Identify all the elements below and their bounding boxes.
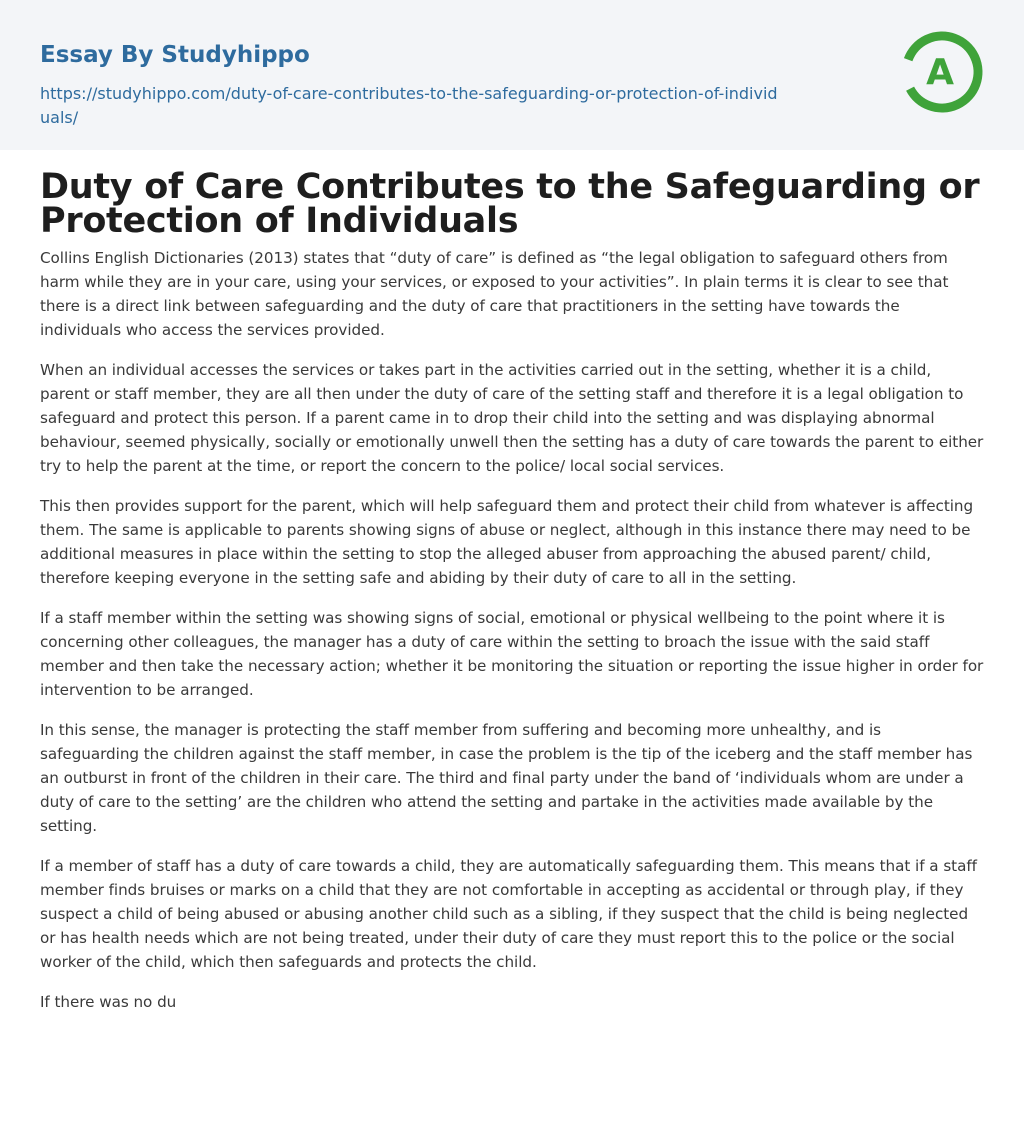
article-paragraph: When an individual accesses the services or takes part in the activities carried out in the setting, whether it is a child, parent or staff member, they are all then under the duty of care of the setting staff and therefore it is a legal obligation to safeguard and protect this person. If a parent came in to drop their child into the setting and was displaying abnormal behaviour, seemed physically, socially or emotionally unwell then the setting has a duty of care towards the parent to either try to help the parent at the time, or report the concern to the police/ local social services. bbox=[40, 361, 984, 475]
page-header bbox=[0, 0, 1024, 150]
logo-letter: A bbox=[926, 52, 954, 93]
article-paragraph: If a staff member within the setting was showing signs of social, emotional or physical wellbeing to the point where it is concerning other colleagues, the manager has a duty of care within the setting to broach the issue with the said staff member and then take the necessary action; whether it be monitoring the situation or reporting the issue higher in order for intervention to be arranged. bbox=[40, 609, 984, 699]
article-title: Duty of Care Contributes to the Safeguarding or Protection of Individuals bbox=[40, 167, 980, 241]
source-url-link[interactable]: https://studyhippo.com/duty-of-care-contributes-to-the-safeguarding-or-protection-of-individuals/ bbox=[40, 84, 778, 127]
brand-title[interactable]: Essay By Studyhippo bbox=[40, 42, 310, 68]
article-body bbox=[0, 150, 1024, 1014]
article-paragraph: Collins English Dictionaries (2013) states that “duty of care” is defined as “the legal obligation to safeguard others from harm while they are in your care, using your services, or exposed to your activities”. In plain terms it is clear to see that there is a direct link between safeguarding and the duty of care that practitioners in the setting have towards the individuals who access the services provided. bbox=[40, 249, 949, 339]
article-paragraph: This then provides support for the parent, which will help safeguard them and protect their child from whatever is affecting them. The same is applicable to parents showing signs of abuse or neglect, although in this instance there may need to be additional measures in place within the setting to stop the alleged abuser from approaching the abused parent/ child, therefore keeping everyone in the setting safe and abiding by their duty of care to all in the setting. bbox=[40, 497, 974, 587]
article-paragraph-truncated: If there was no du bbox=[40, 993, 177, 1011]
studyhippo-logo-icon[interactable] bbox=[898, 28, 986, 116]
article-paragraph: In this sense, the manager is protecting the staff member from suffering and becoming more unhealthy, and is safeguarding the children against the staff member, in case the problem is the tip of the iceberg and the staff member has an outburst in front of the children in their care. The third and final party under the band of ‘individuals whom are under a duty of care to the setting’ are the children who attend the setting and partake in the activities made available by the setting. bbox=[40, 721, 973, 835]
article-paragraph: If a member of staff has a duty of care towards a child, they are automatically safeguarding them. This means that if a staff member finds bruises or marks on a child that they are not comfortable in accepting as accidental or through play, if they suspect a child of being abused or abusing another child such as a sibling, if they suspect that the child is being neglected or has health needs which are not being treated, under their duty of care they must report this to the police or the social worker of the child, which then safeguards and protects the child. bbox=[40, 857, 977, 971]
